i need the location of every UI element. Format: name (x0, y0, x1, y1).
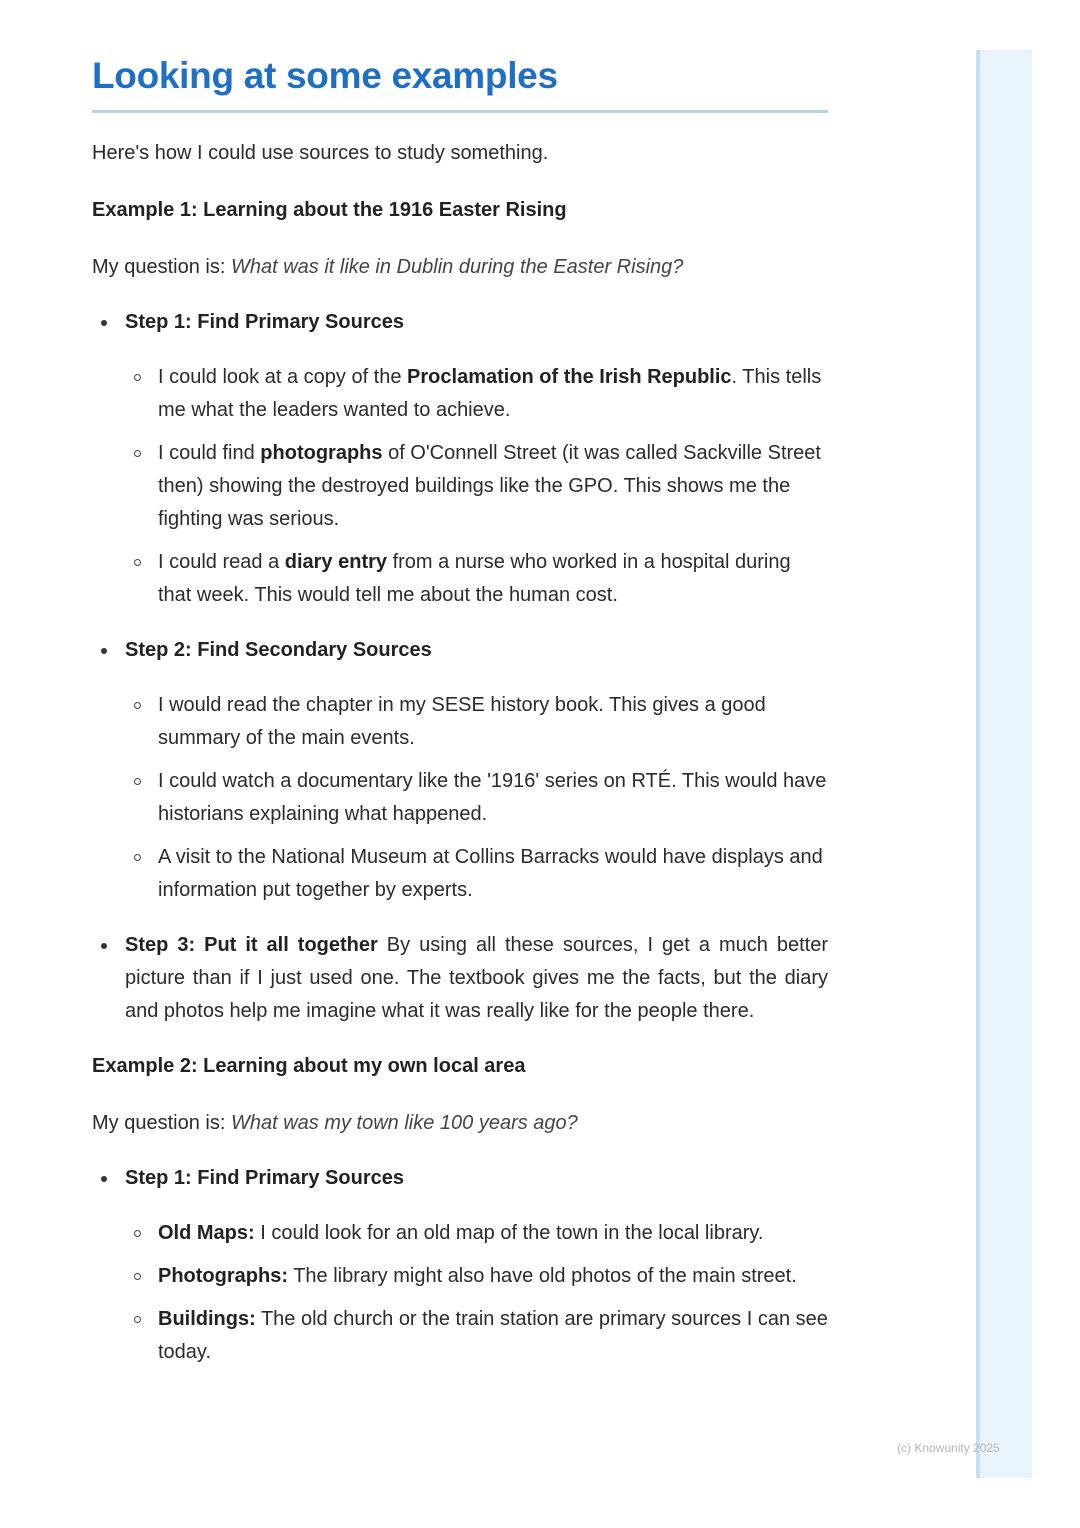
example2-question (92, 1107, 828, 1140)
sub-item-bold: photographs (260, 442, 383, 464)
sub-item-label: Buildings: (158, 1308, 256, 1330)
document-content (92, 52, 828, 1391)
step-title: Step 2: Find Secondary Sources (125, 639, 432, 661)
question-prefix: My question is: (92, 256, 231, 278)
sub-item-text: . This tells me what the leaders wanted to achieve. (158, 366, 822, 421)
sub-item-label: Photographs: (158, 1265, 288, 1287)
sub-item (125, 546, 828, 612)
sub-item: I could watch a documentary like the '1916' series on RTÉ. This would have historians explaining what happened. (125, 765, 828, 831)
example2-heading: Example 2: Learning about my own local area (92, 1055, 526, 1077)
sub-item (125, 1260, 828, 1293)
sub-item-bold: Proclamation of the Irish Republic (407, 366, 732, 388)
step-item (92, 929, 828, 1028)
sub-list (125, 689, 828, 907)
sub-item-label: Old Maps: (158, 1222, 255, 1244)
step-title: Step 3: Put it all together (125, 934, 378, 956)
sub-item (125, 1217, 828, 1250)
question-text: What was it like in Dublin during the Easter Rising? (230, 256, 684, 278)
side-panel (976, 50, 1032, 1478)
sub-item-text: I could look for an old map of the town in the local library. (254, 1222, 764, 1244)
page-title: Looking at some examples (92, 55, 558, 96)
example1-question (92, 251, 828, 284)
step-item (92, 306, 828, 612)
sub-item: I would read the chapter in my SESE history book. This gives a good summary of the main events. (125, 689, 828, 755)
sub-item-bold: diary entry (284, 551, 388, 573)
example1-heading: Example 1: Learning about the 1916 Easter Rising (92, 199, 567, 221)
sub-item (125, 361, 828, 427)
example1-steps (92, 306, 828, 1028)
copyright-footer: (c) Knowunity 2025 (897, 1441, 1000, 1455)
sub-item (125, 1303, 828, 1369)
example2-steps (92, 1162, 828, 1369)
sub-item-text: I could read a (158, 551, 285, 573)
step-item (92, 634, 828, 907)
sub-list (125, 361, 828, 612)
sub-item-text: I could look at a copy of the (158, 366, 408, 388)
sub-item (125, 437, 828, 536)
intro-text: Here's how I could use sources to study something. (92, 142, 549, 164)
sub-item-text: The old church or the train station are primary sources I can see today. (158, 1308, 828, 1363)
step-item (92, 1162, 828, 1369)
sub-list (125, 1217, 828, 1369)
sub-item-text: The library might also have old photos of the main street. (288, 1265, 797, 1287)
step-text: By using all these sources, I get a much better picture than if I just used one. The textbook gives me the facts, but the diary and photos help me imagine what it was really like for the people there. (125, 934, 828, 1022)
sub-item-text: of O'Connell Street (it was called Sackville Street then) showing the destroyed buildings like the GPO. This shows me the fighting was serious. (158, 442, 821, 530)
sub-item-text: from a nurse who worked in a hospital during that week. This would tell me about the human cost. (158, 551, 791, 606)
question-text: What was my town like 100 years ago? (230, 1112, 578, 1134)
sub-item: A visit to the National Museum at Collins Barracks would have displays and information put together by experts. (125, 841, 828, 907)
sub-item-text: I could find (158, 442, 261, 464)
question-prefix: My question is: (92, 1112, 231, 1134)
step-title: Step 1: Find Primary Sources (125, 1167, 404, 1189)
title-underline (92, 110, 828, 113)
step-title: Step 1: Find Primary Sources (125, 311, 404, 333)
